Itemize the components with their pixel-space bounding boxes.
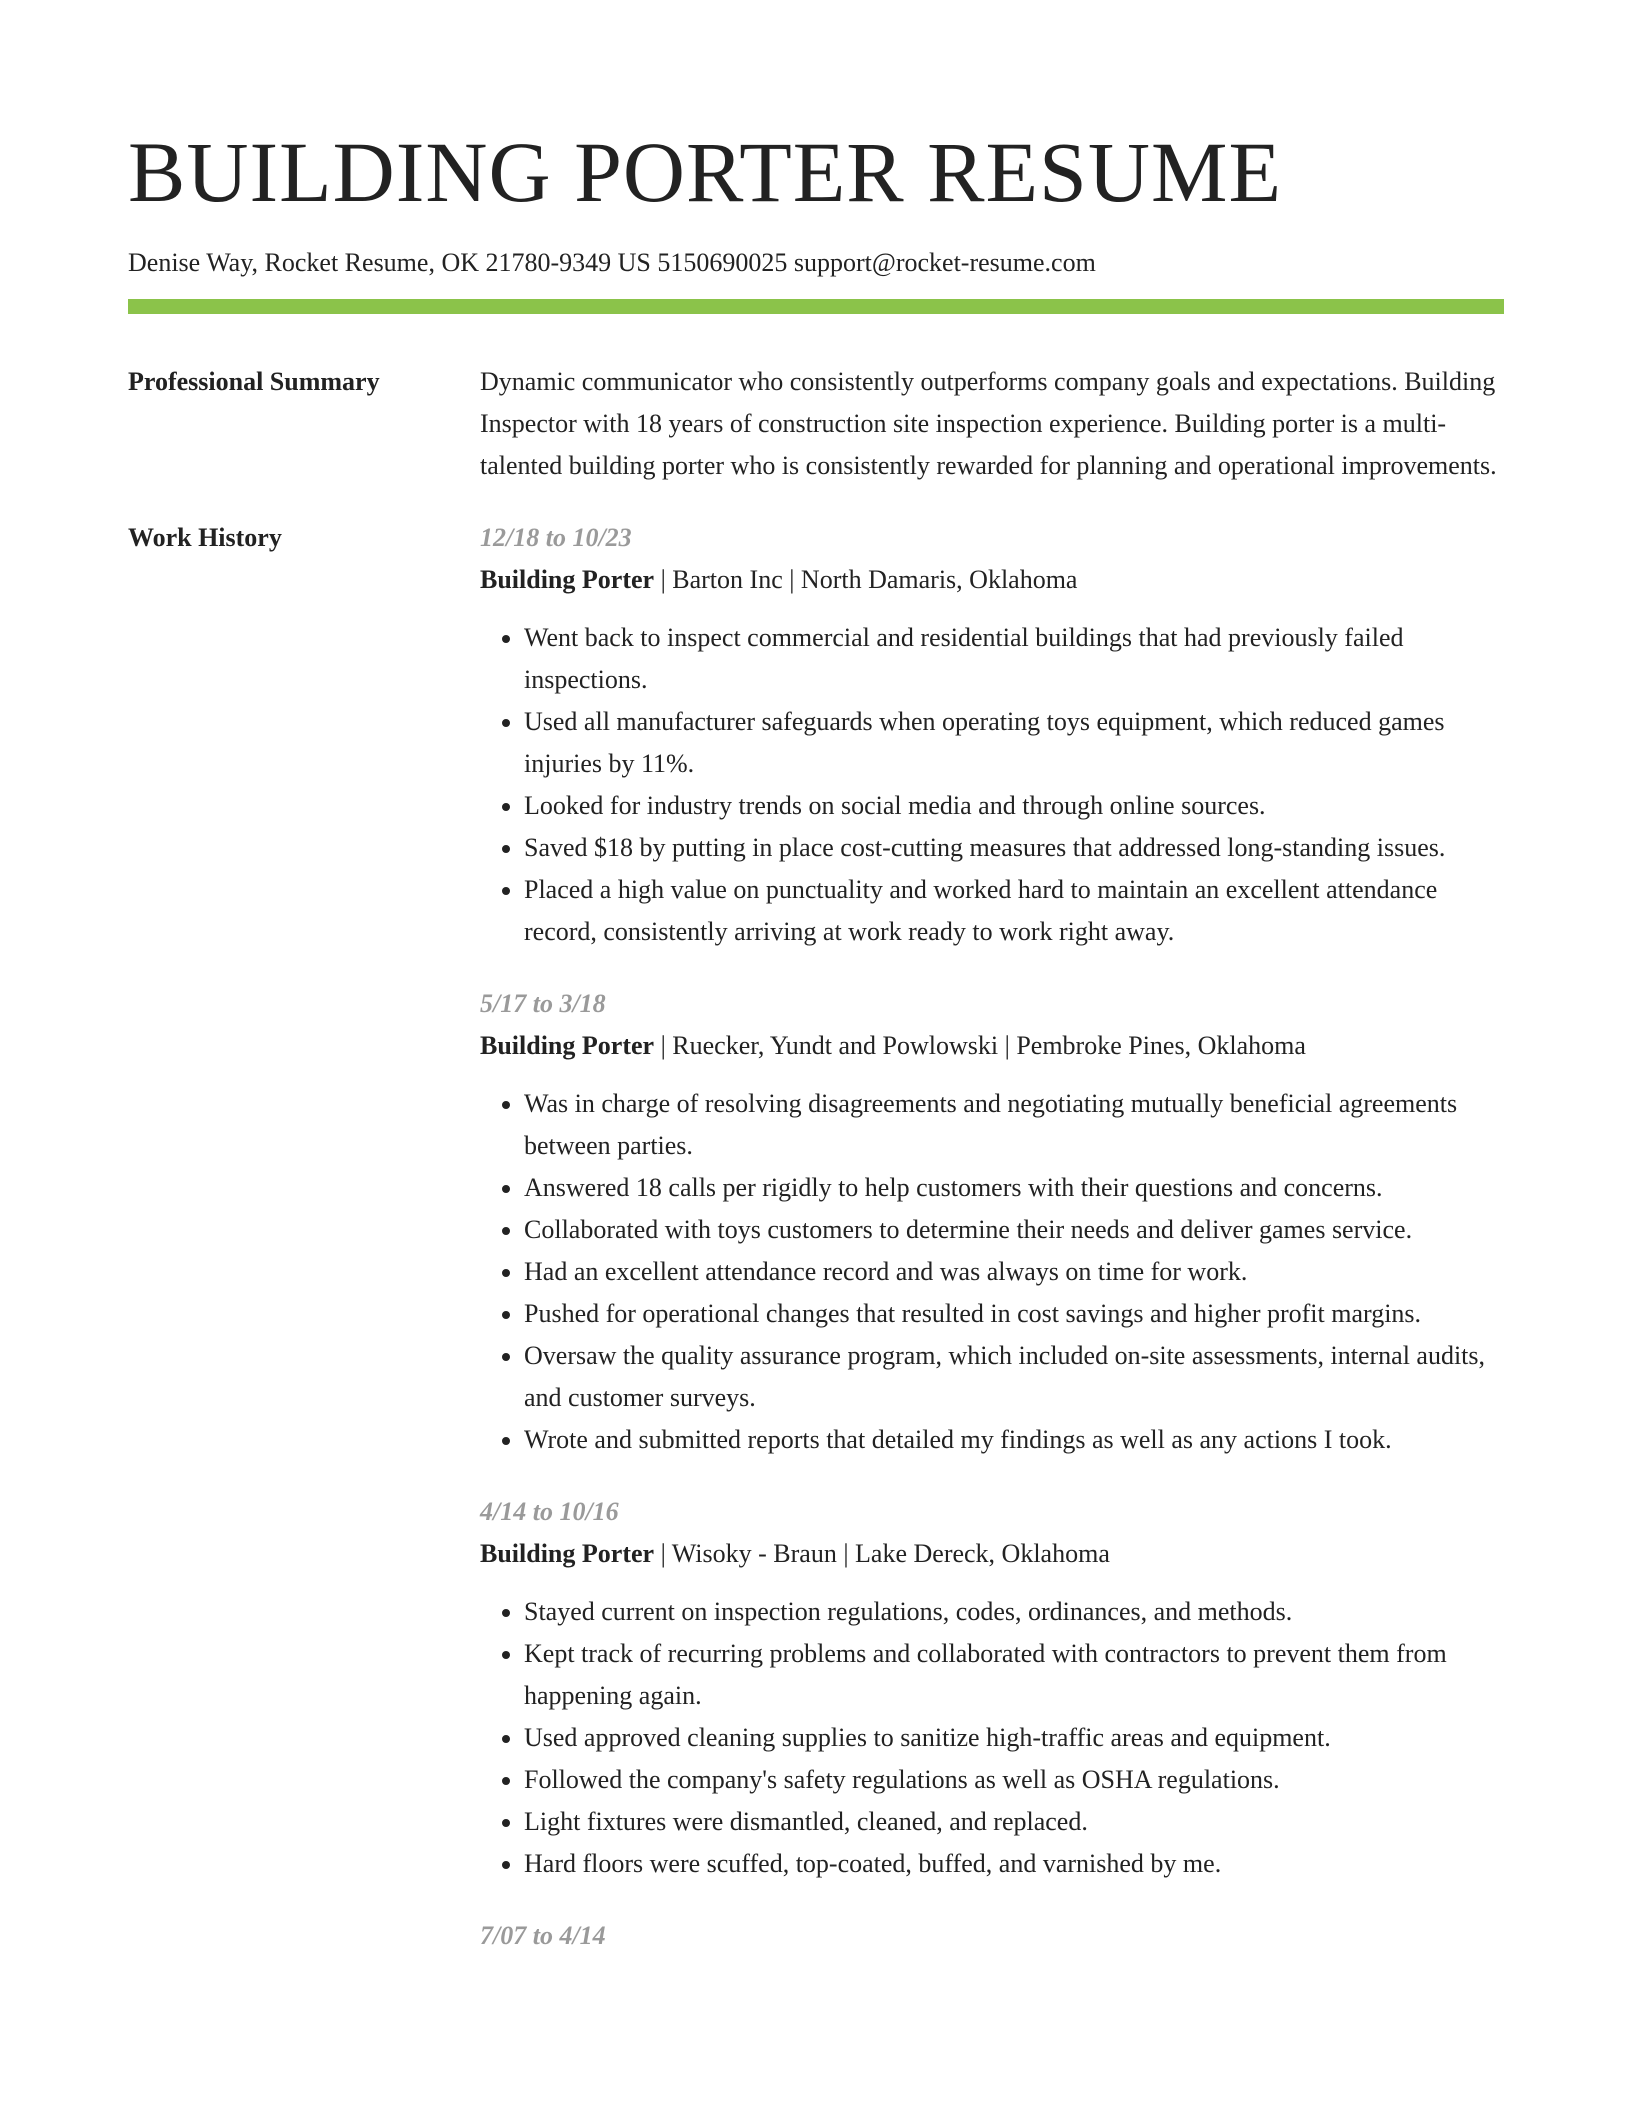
job-title: Building Porter [480,1539,655,1568]
job-dates: 12/18 to 10/23 [480,523,632,552]
job-entry [480,983,1504,1461]
resume-page [128,0,1504,1987]
job-title: Building Porter [480,1031,655,1060]
accent-divider [128,299,1504,314]
professional-summary-section [128,361,1504,487]
job-bullet: • Had an excellent attendance record and was always on time for work. [524,1251,1504,1293]
job-heading [480,1025,1504,1067]
job-bullet: • Saved $18 by putting in place cost-cutting measures that addressed long-standing issues. [524,827,1504,869]
job-heading [480,1533,1504,1575]
work-history-list [480,517,1504,1987]
job-bullet: • Placed a high value on punctuality and worked hard to maintain an excellent attendance record, consistently arriving at work ready to work right away. [524,869,1504,953]
job-bullet: • Collaborated with toys customers to determine their needs and deliver games service. [524,1209,1504,1251]
job-employer-location: | Wisoky - Braun | Lake Dereck, Oklahoma [654,1539,1110,1568]
job-bullet-list [480,617,1504,953]
job-bullet: • Was in charge of resolving disagreements and negotiating mutually beneficial agreements between parties. [524,1083,1504,1167]
job-entry [480,517,1504,953]
job-bullet: • Followed the company's safety regulations as well as OSHA regulations. [524,1759,1504,1801]
job-bullet: • Hard floors were scuffed, top-coated, buffed, and varnished by me. [524,1843,1504,1885]
job-bullet: • Light fixtures were dismantled, cleaned, and replaced. [524,1801,1504,1843]
section-label-professional-summary: Professional Summary [128,367,380,396]
job-bullet: • Oversaw the quality assurance program, which included on-site assessments, internal audits, and customer surveys. [524,1335,1504,1419]
summary-text: Dynamic communicator who consistently outperforms company goals and expectations. Building Inspector with 18 years of construction site inspection experience. Building porter is a multi-talented building porter who is consistently rewarded for planning and operational improvements. [480,367,1497,480]
job-employer-location: | Ruecker, Yundt and Powlowski | Pembroke Pines, Oklahoma [654,1031,1306,1060]
job-entry [480,1915,1504,1957]
job-bullet: • Stayed current on inspection regulations, codes, ordinances, and methods. [524,1591,1504,1633]
section-label-work-history: Work History [128,523,282,552]
job-bullet-list [480,1591,1504,1885]
job-bullet: • Answered 18 calls per rigidly to help customers with their questions and concerns. [524,1167,1504,1209]
job-bullet: • Went back to inspect commercial and residential buildings that had previously failed inspections. [524,617,1504,701]
job-bullet: • Kept track of recurring problems and collaborated with contractors to prevent them from happening again. [524,1633,1504,1717]
job-bullet: • Pushed for operational changes that resulted in cost savings and higher profit margins. [524,1293,1504,1335]
job-bullet: • Used all manufacturer safeguards when operating toys equipment, which reduced games injuries by 11%. [524,701,1504,785]
job-dates: 4/14 to 10/16 [480,1497,619,1526]
contact-line: Denise Way, Rocket Resume, OK 21780-9349 US 5150690025 support@rocket-resume.com [128,248,1096,277]
job-dates: 7/07 to 4/14 [480,1921,606,1950]
work-history-section [128,517,1504,1987]
job-bullet: • Looked for industry trends on social media and through online sources. [524,785,1504,827]
job-title: Building Porter [480,565,655,594]
job-bullet-list [480,1083,1504,1461]
job-dates: 5/17 to 3/18 [480,989,606,1018]
resume-title: BUILDING PORTER RESUME [128,124,1282,220]
job-entry [480,1491,1504,1885]
job-employer-location: | Barton Inc | North Damaris, Oklahoma [654,565,1078,594]
job-bullet: • Used approved cleaning supplies to sanitize high-traffic areas and equipment. [524,1717,1504,1759]
job-bullet: • Wrote and submitted reports that detailed my findings as well as any actions I took. [524,1419,1504,1461]
job-heading [480,559,1504,601]
